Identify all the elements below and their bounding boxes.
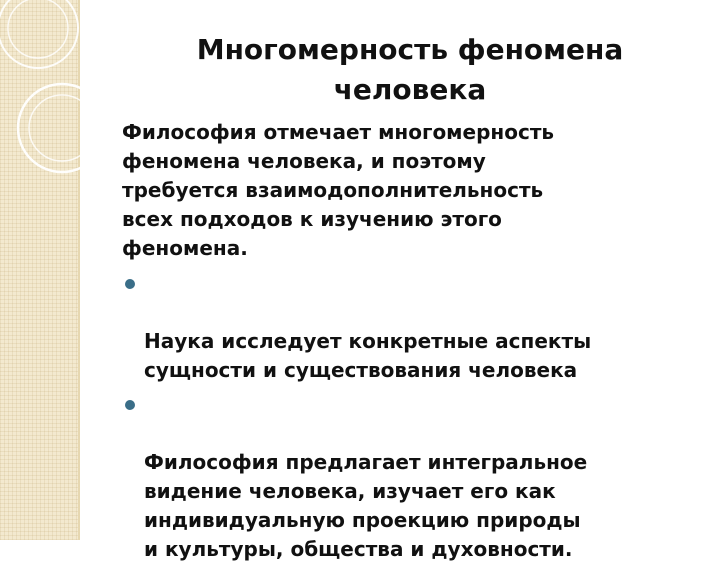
bullet-text: Наука исследует конкретные аспекты сущности и существования человека	[144, 329, 592, 382]
bullet-text: Философия предлагает интегральное видение человека, изучает его как индивидуальную проекцию природы и культуры, общества и духовности.	[144, 450, 588, 561]
slide-body	[122, 118, 707, 569]
bullet-icon	[125, 279, 135, 289]
bullet-item-science	[122, 269, 707, 385]
intro-paragraph: Философия отмечает многомерность феномена человека, и поэтому требуется взаимодополнительность всех подходов к изучению этого феномена.	[122, 120, 555, 260]
bullet-list	[122, 269, 707, 564]
bullet-icon	[125, 400, 135, 410]
bullet-item-philosophy	[122, 390, 707, 564]
slide-title: Многомерность феномена человека	[196, 33, 624, 106]
